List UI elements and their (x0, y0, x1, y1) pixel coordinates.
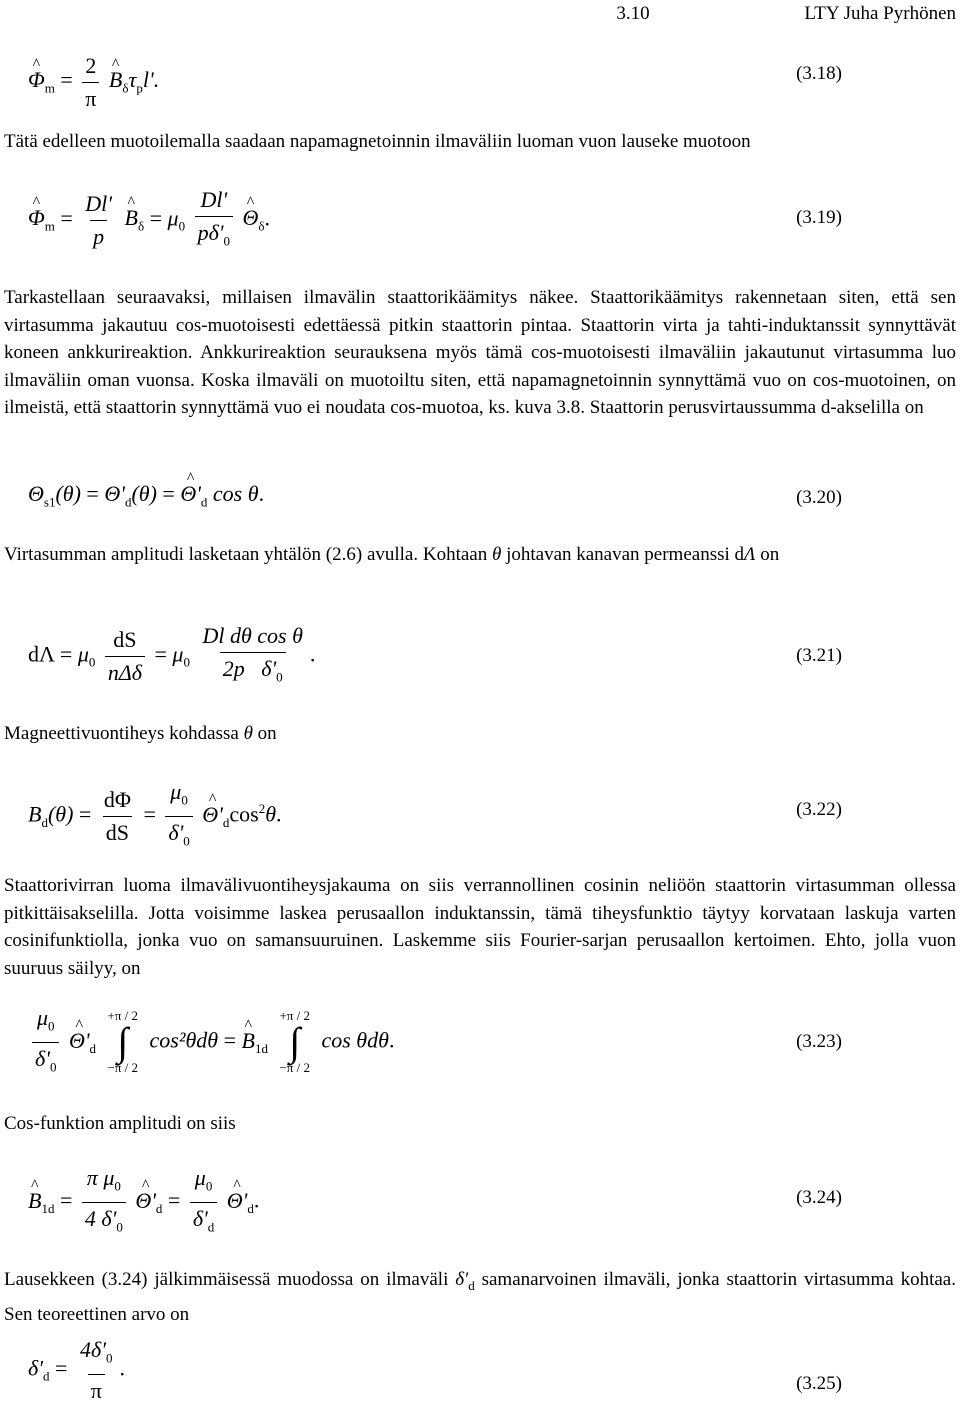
equation-3-23: $\frac{\mu_0}{\delta'_0}$ ^ $\Theta'_d$ +π / 2 ∫ −π / 2 cos²θdθ = ^ $B_{1d}$ +π / 2 ∫ −π / 2 cos θdθ. (3.23) (0, 1000, 960, 1090)
equation-number: (3.24) (796, 1187, 842, 1208)
paragraph-4: Magneettivuontiheys kohdassa θ on (4, 723, 277, 744)
paragraph-2: Tarkastellaan seuraavaksi, millaisen ilmavälin staattorikäämitys näkee. Staattorikäämitys rakennetaan siten, että sen virtasumma jakautuu cos-muotoisesti edettäessä pitkin staattorin pintaa. Staattorin virta ja tahti-induktanssit synnyttävät koneen ankkurireaktion. Ankkurireaktion seurauksena myös tämä cos-muotoisesti ilmaväliin jakautunut virtasumma luo ilmaväliin oman vuonsa. Koska ilmaväli on muotoiltu siten, että napamagnetoinnin synnyttämä vuo on cos-muotoinen, on ilmeistä, että staattorin synnyttämä vuo ei noudata cos-muotoa, ks. kuva 3.8. Staattorin perusvirtaussumma d-akselilla on (4, 287, 956, 419)
integral-sign: +π / 2 ∫ −π / 2 (107, 1008, 139, 1076)
equation-3-22: $B_d(\theta)$ = $\frac{d\Phi}{dS}$ = $\frac{\mu_0}{\delta'_0}$ ^ $\Theta'_d\cos^2\theta$. (3.22) (0, 772, 960, 852)
page-number: 3.10 (616, 3, 650, 24)
integral-sign: +π / 2 ∫ −π / 2 (279, 1008, 310, 1076)
equation-3-20: $\Theta_{s1}(\theta) = \Theta'_d(\theta)$ = ^ $\Theta'_d$ cos θ. (3.20) (0, 478, 960, 514)
equation-number: (3.22) (796, 799, 842, 820)
paragraph-7: Lausekkeen (3.24) jälkimmäisessä muodossa on ilmaväli $\delta'_d$ samanarvoinen ilmaväli, jonka staattorin virtasumma kohtaa. Sen teoreettinen arvo on (4, 1269, 956, 1325)
equation-number: (3.23) (796, 1031, 842, 1052)
paragraph-3: Virtasumman amplitudi lasketaan yhtälön (2.6) avulla. Kohtaan θ johtavan kanavan permeanssi dΛ on (4, 544, 780, 565)
fraction-2-over-pi: $\frac{2}{\pi}$ (82, 52, 99, 112)
equation-number: (3.25) (796, 1373, 842, 1394)
equation-3-25: $\delta'_d$ = $\frac{4\delta'_0}{\pi}$ . (3.25) (28, 1337, 842, 1403)
header-author: LTY Juha Pyrhönen (804, 3, 956, 24)
paragraph-5: Staattorivirran luoma ilmavälivuontiheysjakauma on siis verrannollinen cosinin neliöön staattorin virtasumman ollessa pitkittäisakselilla. Jotta voisimme laskea perusaallon induktanssin, tämä tiheysfunktio täytyy korvataan laskuja varten cosinifunktiolla, jonka vuo on samansuuruinen. Laskemme siis Fourier-sarjan perusaallon kertoimen. Ehto, jolla vuon suuruus säilyy, on (4, 875, 956, 979)
equation-number: (3.21) (796, 645, 842, 666)
paragraph-1: Tätä edelleen muotoilemalla saadaan napamagnetoinnin ilmaväliin luoman vuon lauseke muotoon (4, 131, 751, 152)
equation-3-24: ^ $B_{1d}$ = $\frac{\pi \mu_0}{4 \delta'_0}$ ^ $\Theta'_d$ = $\frac{\mu_0}{\delta'_d}$ ^ $\Theta'_d$. (3.24) (0, 1160, 960, 1240)
equation-3-18: ^ $\Phi_m$ = $\frac{2}{\pi}$ ^ $B_\delta\tau_pl'$. (3.18) (0, 44, 960, 104)
flux-symbol: ^ Φ (28, 66, 45, 94)
page-header (616, 0, 956, 24)
equation-3-21: $d\Lambda = \mu_0$ $\frac{dS}{\text{nΔδ}}$ = $\mu_0$ $\frac{\text{Dl dθ cos θ}}{2p \delta'_0}$ . (3.21) (0, 618, 960, 694)
equation-number: (3.19) (796, 207, 842, 228)
paragraph-6: Cos-funktion amplitudi on siis (4, 1113, 236, 1134)
equation-number: (3.20) (796, 487, 842, 508)
equation-number: (3.18) (796, 63, 842, 84)
equation-3-19: ^ $\Phi_m$ = $\frac{Dl'}{p}$ ^ $B_\delta = \mu_0$ $\frac{Dl'}{p\delta'_0}$ ^ $\Theta_\delta$. (3.19) (0, 180, 960, 260)
